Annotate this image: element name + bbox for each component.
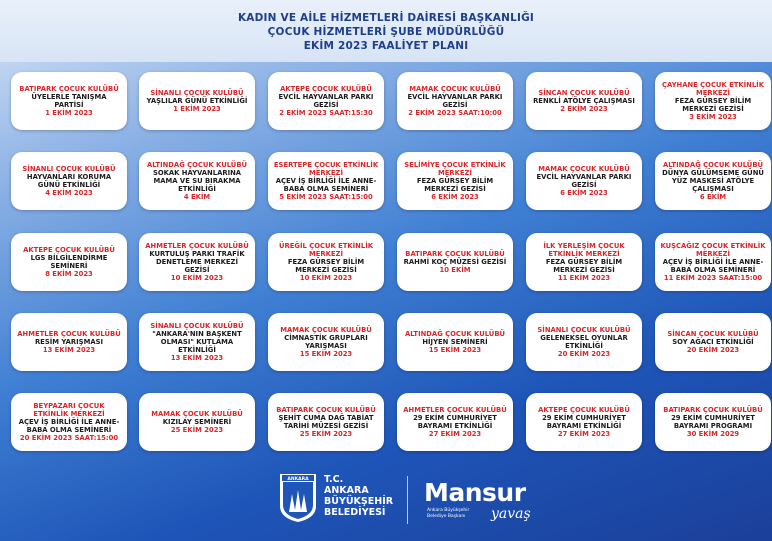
event-date: 10 EKİM 2023 (299, 274, 353, 282)
club-name: ÇAYHANE ÇOCUK ETKİNLİK MERKEZİ (662, 81, 764, 97)
club-name: ALTINDAĞ ÇOCUK KULÜBÜ (404, 330, 506, 338)
mayor-title-line-1: Ankara Büyükşehir (427, 508, 470, 513)
event-name: 29 EKİM CUMHURİYET BAYRAMI PROGRAMI (671, 414, 755, 430)
event-name: RAHMİ KOÇ MÜZESİ GEZİSİ (403, 258, 507, 266)
event-date: 20 EKİM 2023 SAAT:15:00 (19, 434, 119, 442)
event-date: 15 EKİM 2023 (299, 350, 353, 358)
mayor-title (427, 508, 469, 520)
activity-card (655, 152, 771, 210)
activity-card (397, 393, 513, 451)
activity-card (268, 313, 384, 371)
page-header (0, 0, 772, 62)
event-name: "ANKARA'NIN BAŞKENT OLMASI" KUTLAMA ETKİNLİĞİ (152, 330, 242, 354)
activity-card (139, 233, 255, 291)
event-date: 13 EKİM 2023 (170, 354, 224, 362)
activity-card (11, 313, 127, 371)
event-date: 20 EKİM 2023 (686, 346, 740, 354)
activity-card (655, 393, 771, 451)
event-date: 11 EKİM 2023 (557, 274, 611, 282)
org-line-4: BELEDİYESİ (324, 507, 386, 518)
department-title: KADIN VE AİLE HİZMETLERİ DAİRESİ BAŞKANLIĞI (237, 12, 535, 24)
club-name: BATIPARK ÇOCUK KULÜBÜ (276, 406, 376, 414)
event-date: 8 EKİM 2023 (45, 270, 93, 278)
event-date: 15 EKİM 2023 (428, 346, 482, 354)
event-name: FEZA GÜRSEY BİLİM MERKEZİ GEZİSİ (287, 258, 365, 274)
event-name: 29 EKİM CUMHURİYET BAYRAMI ETKİNLİĞİ (542, 414, 626, 430)
event-name: RESİM YARIŞMASI (34, 338, 104, 346)
event-date: 10 EKİM (439, 266, 471, 274)
club-name: SİNANLI ÇOCUK KULÜBÜ (150, 89, 244, 97)
event-date: 13 EKİM 2023 (42, 346, 96, 354)
event-name: LGS BİLGİLENDİRME SEMİNERİ (30, 254, 108, 270)
club-name: AHMETLER ÇOCUK KULÜBÜ (145, 242, 249, 250)
event-name: CİMNASTİK GRUPLARI YARIŞMASI (284, 334, 368, 350)
event-date: 27 EKİM 2023 (428, 430, 482, 438)
club-name: SİNANLI ÇOCUK KULÜBÜ (537, 326, 631, 334)
org-line-2: ANKARA (324, 485, 369, 496)
event-name: AÇEV İŞ BİRLİĞİ İLE ANNE-BABA OLMA SEMİNERİ (275, 177, 377, 193)
event-date: 2 EKİM 2023 (560, 105, 608, 113)
club-name: AHMETLER ÇOCUK KULÜBÜ (17, 330, 121, 338)
club-name: KUŞCAĞIZ ÇOCUK ETKİNLİK MERKEZİ (660, 242, 766, 258)
event-date: 3 EKİM 2023 (689, 113, 737, 121)
activity-card (11, 152, 127, 210)
event-date: 10 EKİM 2023 (170, 274, 224, 282)
activity-card (268, 72, 384, 130)
club-name: AHMETLER ÇOCUK KULÜBÜ (403, 406, 507, 414)
event-date: 11 EKİM 2023 SAAT:15:00 (663, 274, 763, 282)
activity-card (526, 72, 642, 130)
event-date: 1 EKİM 2023 (173, 105, 221, 113)
event-name: 29 EKİM CUMHURİYET BAYRAMI ETKİNLİĞİ (413, 414, 497, 430)
club-name: ESERTEPE ÇOCUK ETKİNLİK MERKEZİ (273, 161, 379, 177)
event-date: 1 EKİM 2023 (45, 109, 93, 117)
event-date: 20 EKİM 2023 (557, 350, 611, 358)
event-name: RENKLİ ATÖLYE ÇALIŞMASI (533, 97, 635, 105)
club-name: BEYPAZARI ÇOCUK ETKİNLİK MERKEZİ (33, 402, 105, 418)
org-line-3: BÜYÜKŞEHİR (324, 496, 394, 507)
club-name: İLK YERLEŞİM ÇOCUK ETKİNLİK MERKEZİ (543, 242, 625, 258)
activity-card (139, 313, 255, 371)
event-date: 6 EKİM 2023 (560, 189, 608, 197)
activity-card (268, 152, 384, 210)
footer-divider (407, 476, 408, 524)
club-name: SİNCAN ÇOCUK KULÜBÜ (667, 330, 759, 338)
club-name: MAMAK ÇOCUK KULÜBÜ (538, 165, 630, 173)
event-date: 6 EKİM 2023 (431, 193, 479, 201)
activity-card (11, 72, 127, 130)
activity-card (397, 233, 513, 291)
activity-card (139, 72, 255, 130)
event-name: EVCİL HAYVANLAR PARKI GEZİSİ (278, 93, 374, 109)
event-name: AÇEV İŞ BİRLİĞİ İLE ANNE-BABA OLMA SEMİNERİ (18, 418, 120, 434)
event-name: ŞEHİT CUMA DAĞ TABİAT TARİHİ MÜZESİ GEZİSİ (278, 414, 374, 430)
activity-card (268, 393, 384, 451)
emblem-label: ANKARA (287, 477, 309, 482)
mayor-name: Mansur (424, 478, 526, 507)
club-name: MAMAK ÇOCUK KULÜBÜ (280, 326, 372, 334)
event-date: 4 EKİM (183, 193, 211, 201)
club-name: SİNANLI ÇOCUK KULÜBÜ (150, 322, 244, 330)
event-name: AÇEV İŞ BİRLİĞİ İLE ANNE-BABA OLMA SEMİNERİ (662, 258, 764, 274)
event-date: 2 EKİM 2023 SAAT:10:00 (408, 109, 502, 117)
event-date: 2 EKİM 2023 SAAT:15:30 (279, 109, 373, 117)
activity-card (655, 72, 771, 130)
event-name: EVCİL HAYVANLAR PARKI GEZİSİ (536, 173, 632, 189)
event-date: 30 EKİM 2029 (686, 430, 740, 438)
activity-card (526, 313, 642, 371)
event-date: 6 EKİM (699, 193, 727, 201)
activity-card (139, 393, 255, 451)
event-date: 4 EKİM 2023 (45, 189, 93, 197)
mayor-title-line-2: Belediye Başkanı (427, 514, 466, 519)
club-name: SİNANLI ÇOCUK KULÜBÜ (22, 165, 116, 173)
event-name: KIZILAY SEMİNERİ (162, 418, 232, 426)
activity-card (397, 72, 513, 130)
mayor-signature (485, 500, 545, 526)
event-date: 25 EKİM 2023 (170, 426, 224, 434)
activity-card (526, 393, 642, 451)
event-name: FEZA GÜRSEY BİLİM MERKEZİ GEZİSİ (416, 177, 494, 193)
club-name: AKTEPE ÇOCUK KULÜBÜ (538, 406, 630, 414)
activity-card (11, 393, 127, 451)
club-name: AKTEPE ÇOCUK KULÜBÜ (280, 85, 372, 93)
ankara-emblem-icon (278, 472, 318, 524)
club-name: BATIPARK ÇOCUK KULÜBÜ (663, 406, 763, 414)
plan-title: EKİM 2023 FAALİYET PLANI (303, 40, 469, 52)
activity-card (268, 233, 384, 291)
activity-card (655, 233, 771, 291)
club-name: ALTINDAĞ ÇOCUK KULÜBÜ (146, 161, 248, 169)
event-name: HİJYEN SEMİNERİ (422, 338, 488, 346)
activity-card (397, 313, 513, 371)
event-name: GELENEKSEL OYUNLAR ETKİNLİĞİ (540, 334, 628, 350)
event-name: FEZA GÜRSEY BİLİM MERKEZİ GEZİSİ (545, 258, 623, 274)
club-name: SİNCAN ÇOCUK KULÜBÜ (538, 89, 630, 97)
event-name: EVCİL HAYVANLAR PARKI GEZİSİ (407, 93, 503, 109)
club-name: BATIPARK ÇOCUK KULÜBÜ (405, 250, 505, 258)
event-name: HAYVANLARI KORUMA GÜNÜ ETKİNLİĞİ (26, 173, 112, 189)
club-name: AKTEPE ÇOCUK KULÜBÜ (23, 246, 115, 254)
svg-text:yavaş: yavaş (491, 506, 531, 522)
event-name: SOY AĞACI ETKİNLİĞİ (672, 338, 754, 346)
event-name: ÜYELERLE TANIŞMA PARTİSİ (31, 93, 107, 109)
activity-card (11, 233, 127, 291)
event-date: 27 EKİM 2023 (557, 430, 611, 438)
activity-card (526, 233, 642, 291)
activity-card (139, 152, 255, 210)
event-name: FEZA GÜRSEY BİLİM MERKEZİ GEZİSİ (674, 97, 752, 113)
event-name: DÜNYA GÜLÜMSEME GÜNÜ YÜZ MASKESİ ATÖLYE ÇALIŞMASI (662, 169, 764, 193)
branch-title: ÇOCUK HİZMETLERİ ŞUBE MÜDÜRLÜĞÜ (267, 26, 505, 38)
activity-card (655, 313, 771, 371)
event-date: 5 EKİM 2023 SAAT:15:00 (279, 193, 373, 201)
club-name: SELİMİYE ÇOCUK ETKİNLİK MERKEZİ (404, 161, 506, 177)
club-name: ALTINDAĞ ÇOCUK KULÜBÜ (662, 161, 764, 169)
event-date: 25 EKİM 2023 (299, 430, 353, 438)
activity-card (526, 152, 642, 210)
event-name: KURTULUŞ PARKI TRAFİK DENETLEME MERKEZİ GEZİSİ (149, 250, 245, 274)
activity-card (397, 152, 513, 210)
event-name: SOKAK HAYVANLARINA MAMA VE SU BIRAKMA ETKİNLİĞİ (152, 169, 242, 193)
club-name: BATIPARK ÇOCUK KULÜBÜ (19, 85, 119, 93)
club-name: MAMAK ÇOCUK KULÜBÜ (151, 410, 243, 418)
org-line-1: T.C. (324, 474, 344, 485)
municipality-name (324, 474, 393, 518)
club-name: MAMAK ÇOCUK KULÜBÜ (409, 85, 501, 93)
club-name: ÜREĞİL ÇOCUK ETKİNLİK MERKEZİ (279, 242, 373, 258)
event-name: YAŞLILAR GÜNÜ ETKİNLİĞİ (146, 97, 248, 105)
